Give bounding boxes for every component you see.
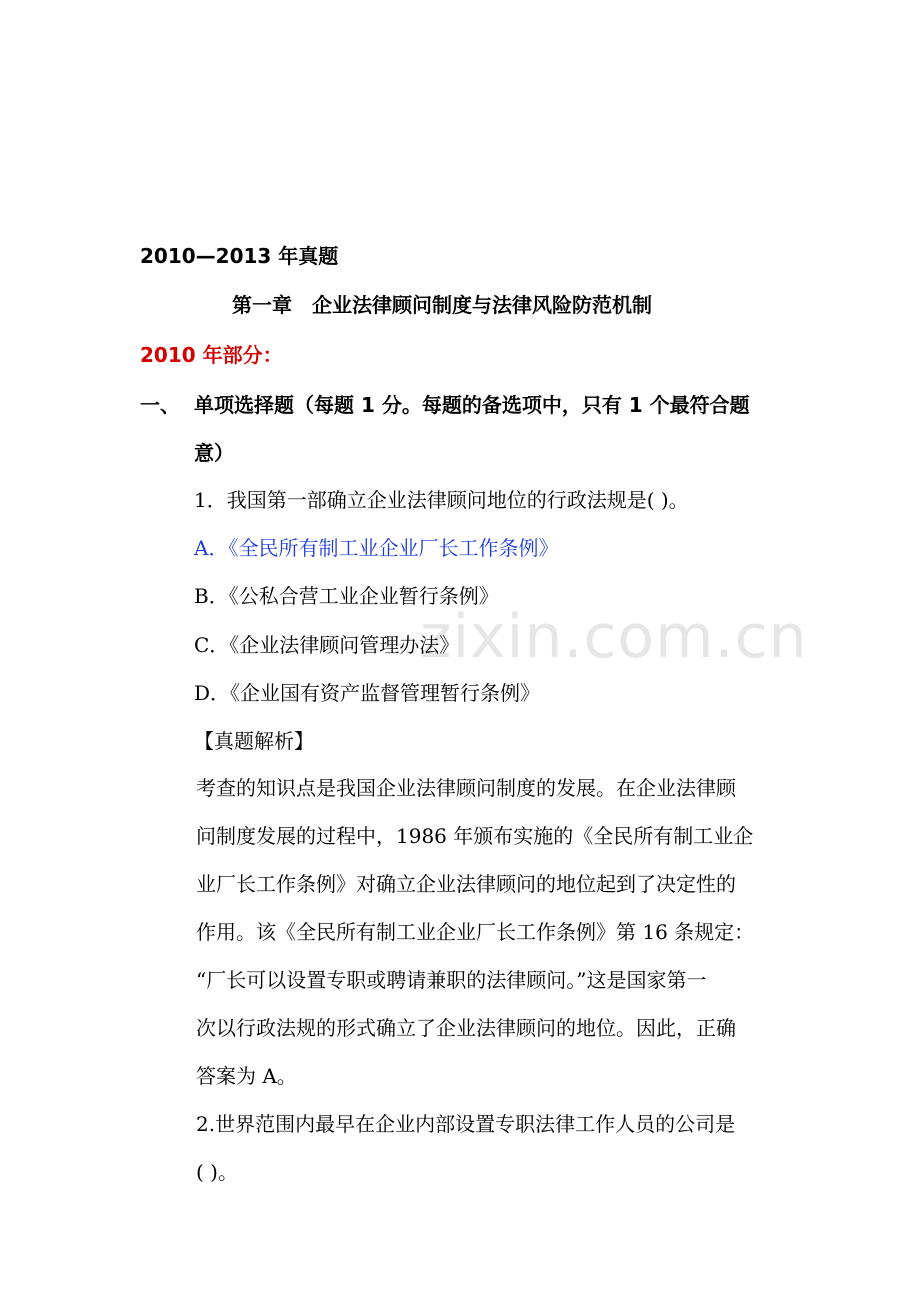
question-1-option-d: D．《企业国有资产监督管理暂行条例》 <box>194 681 541 705</box>
question-1-option-b: B．《公私合营工业企业暂行条例》 <box>194 584 499 608</box>
analysis-label: 【真题解析】 <box>194 729 314 753</box>
question-2-stem-line-1: 2.世界范围内最早在企业内部设置专职法律工作人员的公司是 <box>196 1112 736 1136</box>
section-title-line-1: 单项选择题（每题 1 分。每题的备选项中，只有 1 个最符合题 <box>194 393 750 417</box>
analysis-line-6: 次以行政法规的形式确立了企业法律顾问的地位。因此，正确 <box>196 1016 736 1040</box>
exam-years-heading: 2010—2013 年真题 <box>140 244 339 268</box>
section-number: 一、 <box>140 393 180 417</box>
chapter-title: 第一章 企业法律顾问制度与法律风险防范机制 <box>232 293 652 317</box>
question-1-option-c: C．《企业法律顾问管理办法》 <box>194 633 460 657</box>
watermark: zixin.com.cn <box>420 602 808 672</box>
question-1-option-a: A．《全民所有制工业企业厂长工作条例》 <box>194 536 559 560</box>
analysis-line-5: “厂长可以设置专职或聘请兼职的法律顾问。”这是国家第一 <box>196 968 707 992</box>
analysis-line-4: 作用。该《全民所有制工业企业厂长工作条例》第 16 条规定： <box>196 920 755 944</box>
question-1-stem: 1．我国第一部确立企业法律顾问地位的行政法规是( )。 <box>194 488 689 512</box>
analysis-line-2: 问制度发展的过程中，1986 年颁布实施的《全民所有制工业企 <box>196 824 754 848</box>
section-title-line-2: 意） <box>194 441 234 465</box>
question-2-stem-line-2: ( )。 <box>196 1160 238 1184</box>
analysis-line-1: 考查的知识点是我国企业法律顾问制度的发展。在企业法律顾 <box>196 776 736 800</box>
part-label-2010: 2010 年部分： <box>140 343 283 367</box>
analysis-line-3: 业厂长工作条例》对确立企业法律顾问的地位起到了决定性的 <box>196 872 736 896</box>
analysis-line-7: 答案为 A。 <box>196 1064 297 1088</box>
